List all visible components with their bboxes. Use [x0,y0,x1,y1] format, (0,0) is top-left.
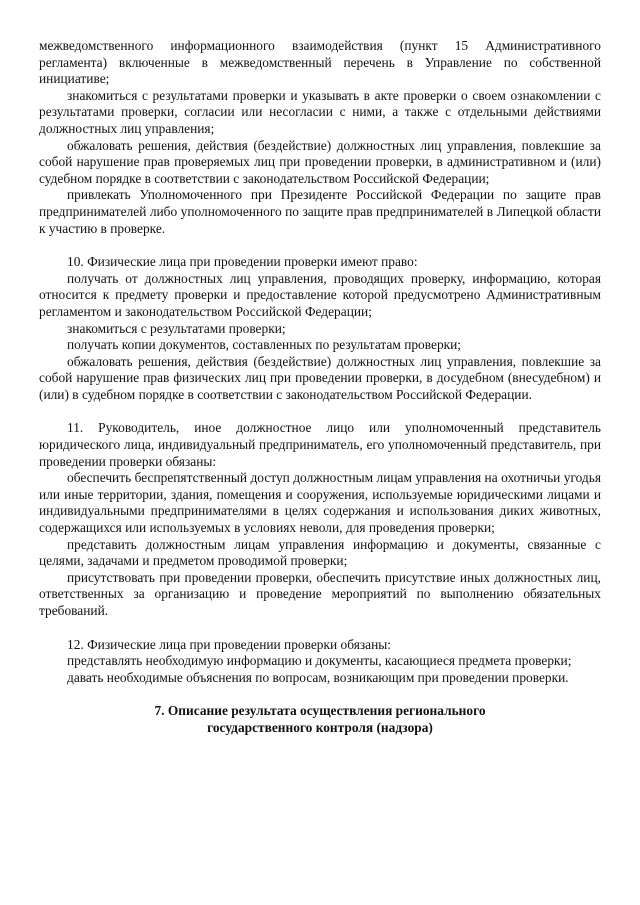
paragraph-right-acquaint: знакомиться с результатами проверки и указывать в акте проверки о своем ознакомлении с результатами проверки, согласии или несогласии с ними, а также с отдельными действиями должностных лиц управления; [39,87,601,136]
paragraph-provide-documents: представлять необходимую информацию и документы, касающиеся предмета проверки; [67,653,572,669]
paragraph-receive-copies: получать копии документов, составленных по результатам проверки; [67,337,462,353]
paragraph-receive-info: получать от должностных лиц управления, проводящих проверку, информацию, которая относится к предмету проверки и предоставление которой предусмотрено Административным регламентом и законодательством Российской Федерации; [39,270,601,319]
clause-10-heading: 10. Физические лица при проведении проверки имеют право: [67,254,418,270]
paragraph-appeal-physical: обжаловать решения, действия (бездействие) должностных лиц управления, повлекшие за собой нарушение прав физических лиц при проведении проверки, в досудебном (внесудебном) и (или) в судебном порядке в соответствии с законодательством Российской Федерации. [39,353,601,402]
paragraph-gap [39,686,601,703]
section-heading-line-2: государственного контроля (надзора) [207,719,433,735]
section-heading-line-1: 7. Описание результата осуществления регионального [154,703,486,719]
document-page [39,38,601,737]
paragraph-right-ombudsman: привлекать Уполномоченного при Президенте Российской Федерации по защите прав предпринимателей либо уполномоченного по защите прав предпринимателей в Липецкой области к участию в проверке. [39,187,601,236]
paragraph-gap [39,403,601,420]
paragraph-ensure-access: обеспечить беспрепятственный доступ должностным лицам управления на охотничьи угодья или иные территории, здания, помещения и сооружения, используемые юридическими лицами и индивидуальными предпринимателями в целях содержания и использования диких животных, содержащихся или используемых в условиях неволи, для проведения проверки; [39,470,601,536]
clause-11-heading: 11. Руководитель, иное должностное лицо или уполномоченный представитель юридического лица, индивидуальный предприниматель, его уполномоченный представитель, при проведении проверки обязаны: [39,420,601,469]
paragraph-continuation: межведомственного информационного взаимодействия (пункт 15 Административного регламента) включенные в межведомственный перечень в Управление по собственной инициативе; [39,38,601,87]
paragraph-provide-info: представить должностным лицам управления информацию и документы, связанные с целями, задачами и предметом проводимой проверки; [39,536,601,569]
clause-12-heading: 12. Физические лица при проведении проверки обязаны: [67,636,391,652]
paragraph-be-present: присутствовать при проведении проверки, обеспечить присутствие иных должностных лиц, ответственных за организацию и проведение мероприятий по выполнению обязательных требований. [39,569,601,618]
paragraph-right-appeal: обжаловать решения, действия (бездействие) должностных лиц управления, повлекшие за собой нарушение прав проверяемых лиц при проведении проверки, в административном и (или) судебном порядке в соответствии с законодательством Российской Федерации; [39,137,601,186]
paragraph-gap [39,237,601,254]
paragraph-acquaint-results: знакомиться с результатами проверки; [67,320,286,336]
paragraph-give-explanations: давать необходимые объяснения по вопросам, возникающим при проведении проверки. [67,669,569,685]
paragraph-gap [39,620,601,637]
